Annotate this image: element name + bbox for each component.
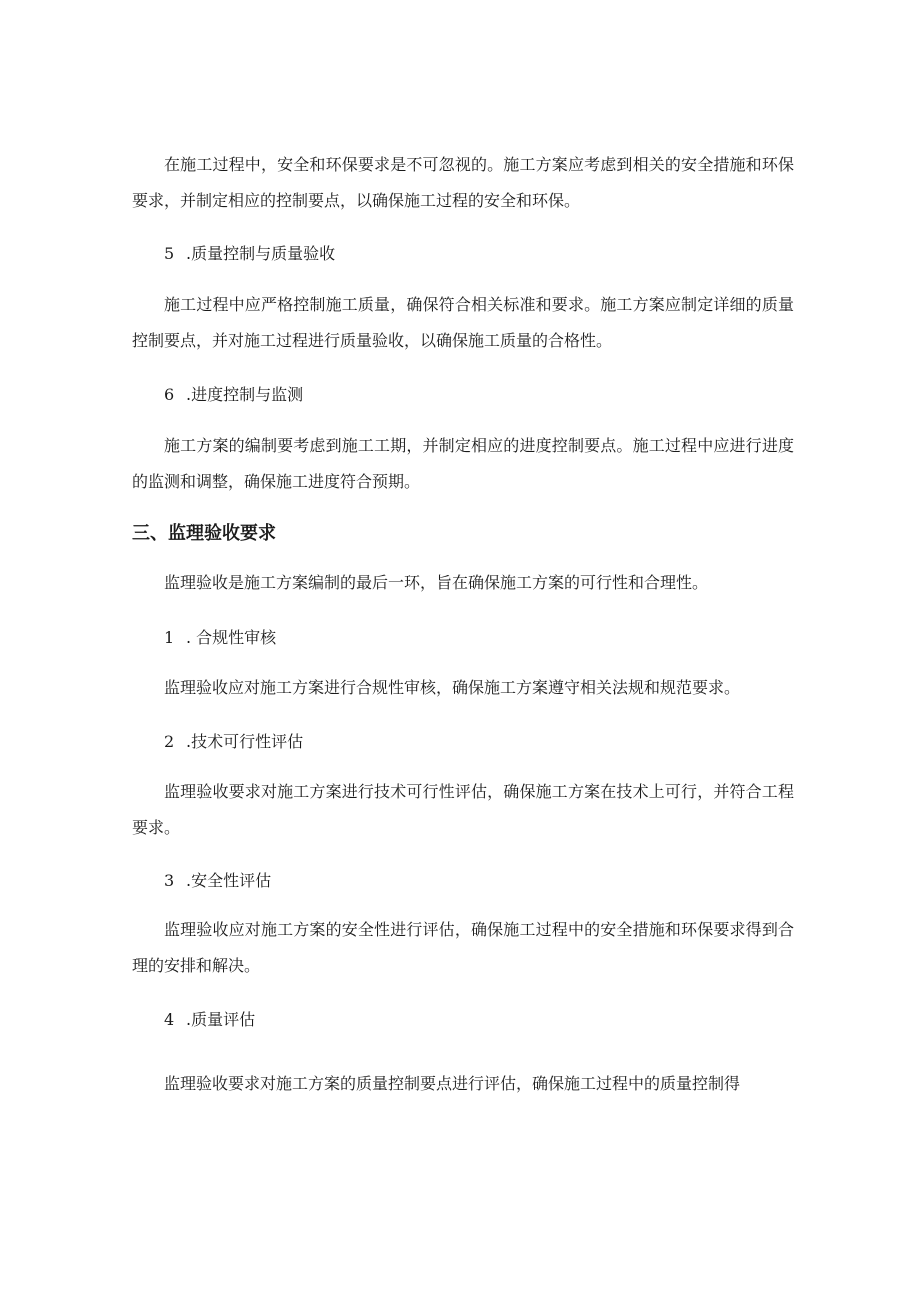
list-item-compliance-review (132, 620, 794, 656)
item-title: . 合规性审核 (186, 628, 277, 647)
paragraph-schedule-control: 施工方案的编制要考虑到施工工期，并制定相应的进度控制要点。施工过程中应进行进度的监测和调整，确保施工进度符合预期。 (132, 436, 794, 491)
item-number: 4 (164, 1010, 175, 1029)
paragraph-supervision-intro: 监理验收是施工方案编制的最后一环，旨在确保施工方案的可行性和合理性。 (164, 573, 709, 592)
item-number: 3 (164, 871, 175, 890)
section-heading-supervision: 三、监理验收要求 (132, 523, 276, 544)
item-title: .进度控制与监测 (186, 385, 304, 404)
item-title: .质量评估 (186, 1010, 256, 1029)
paragraph-quality-assessment: 监理验收要求对施工方案的质量控制要点进行评估，确保施工过程中的质量控制得 (164, 1074, 741, 1093)
paragraph-safety-assessment: 监理验收应对施工方案的安全性进行评估，确保施工过程中的安全措施和环保要求得到合理的安排和解决。 (132, 920, 794, 975)
paragraph-compliance-review: 监理验收应对施工方案进行合规性审核，确保施工方案遵守相关法规和规范要求。 (164, 678, 741, 697)
paragraph-safety-environment: 在施工过程中，安全和环保要求是不可忽视的。施工方案应考虑到相关的安全措施和环保要求，并制定相应的控制要点，以确保施工过程的安全和环保。 (132, 155, 794, 210)
list-item-quality-control (132, 236, 794, 272)
list-item-safety-assessment (132, 863, 794, 899)
paragraph-technical-feasibility: 监理验收要求对施工方案进行技术可行性评估，确保施工方案在技术上可行，并符合工程要求。 (132, 782, 794, 837)
list-item-technical-feasibility (132, 724, 794, 760)
item-title: .质量控制与质量验收 (186, 244, 336, 263)
item-title: .安全性评估 (186, 871, 272, 890)
paragraph-quality-control: 施工过程中应严格控制施工质量，确保符合相关标准和要求。施工方案应制定详细的质量控制要点，并对施工过程进行质量验收，以确保施工质量的合格性。 (132, 295, 794, 350)
list-item-schedule-control (132, 377, 794, 413)
item-number: 6 (164, 385, 175, 404)
item-title: .技术可行性评估 (186, 732, 304, 751)
item-number: 5 (164, 244, 175, 263)
item-number: 2 (164, 732, 175, 751)
list-item-quality-assessment (132, 1002, 794, 1038)
item-number: 1 (164, 628, 175, 647)
